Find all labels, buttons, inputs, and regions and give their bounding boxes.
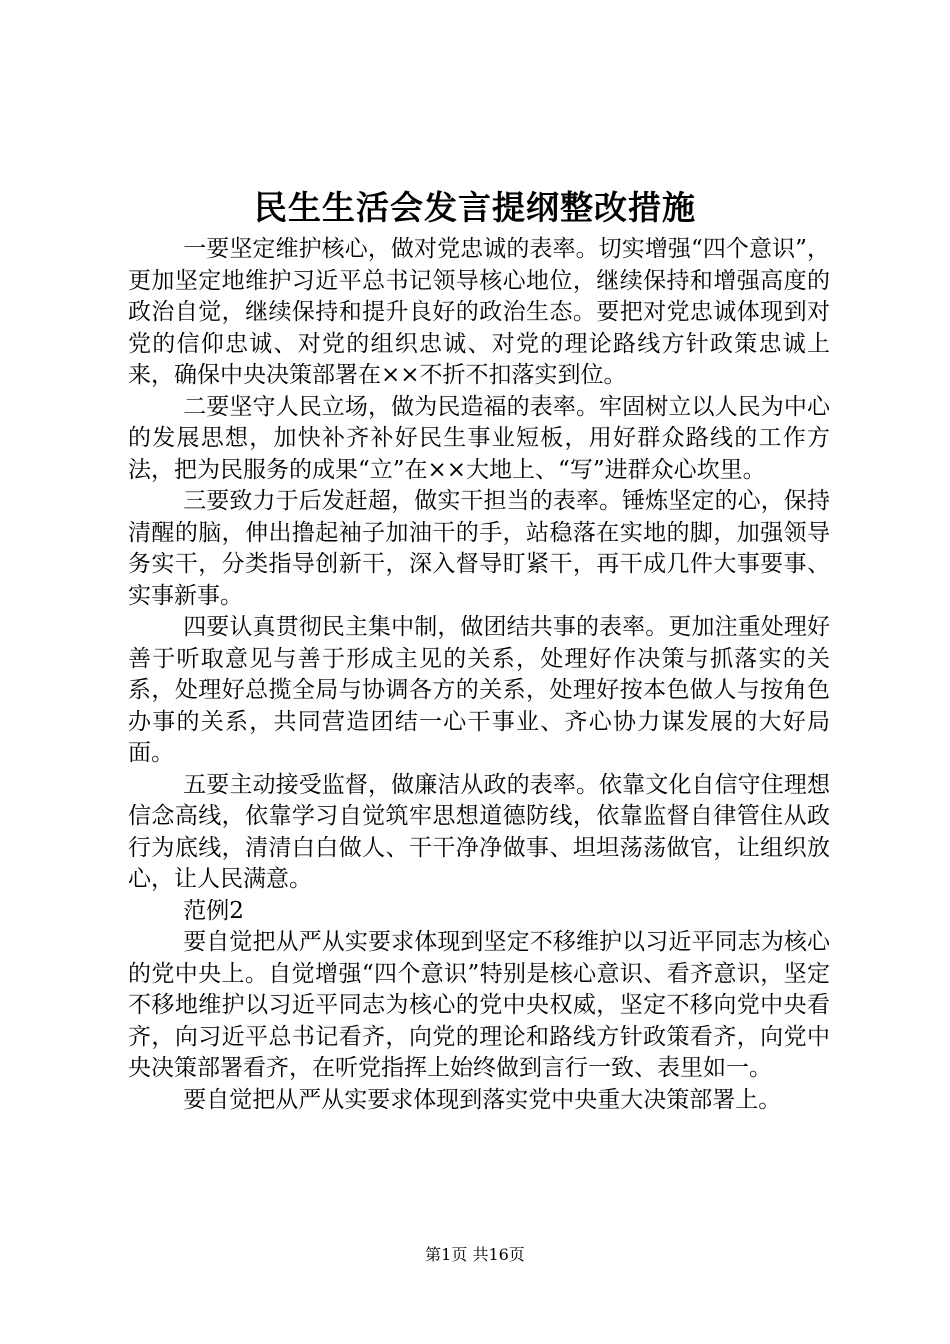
paragraph-1: 一要坚定维护核心，做对党忠诚的表率。切实增强“四个意识”，更加坚定地维护习近平总书记领导核心地位，继续保持和增强高度的政治自觉，继续保持和提升良好的政治生态。要把对党忠诚体现到对党的信仰忠诚、对党的组织忠诚、对党的理论路线方针政策忠诚上来，确保中央决策部署在××不折不扣落实到位。 (128, 236, 830, 388)
section-label: 范例2 (183, 897, 244, 924)
paragraph-7: 要自觉把从严从实要求体现到落实党中央重大决策部署上。 (183, 1086, 782, 1113)
paragraph-3: 三要致力于后发赶超，做实干担当的表率。锤炼坚定的心，保持清醒的脑，伸出撸起袖子加油干的手，站稳落在实地的脚，加强领导务实干，分类指导创新干，深入督导盯紧干，再干成几件大事要事、实事新事。 (128, 488, 830, 609)
paragraph-5: 五要主动接受监督，做廉洁从政的表率。依靠文化自信守住理想信念高线，依靠学习自觉筑牢思想道德防线，依靠监督自律管住从政行为底线，清清白白做人、干干净净做事、坦坦荡荡做官，让组织放心，让人民满意。 (128, 771, 830, 892)
paragraph-2: 二要坚守人民立场，做为民造福的表率。牢固树立以人民为中心的发展思想，加快补齐补好民生事业短板，用好群众路线的工作方法，把为民服务的成果“立”在××大地上、“写”进群众心坎里。 (128, 393, 830, 483)
paragraph-4: 四要认真贯彻民主集中制，做团结共事的表率。更加注重处理好善于听取意见与善于形成主见的关系，处理好作决策与抓落实的关系，处理好总揽全局与协调各方的关系，处理好按本色做人与按角色办事的关系，共同营造团结一心干事业、齐心协力谋发展的大好局面。 (128, 614, 830, 766)
page-footer: 第1页 共16页 (425, 1245, 525, 1264)
paragraph-6: 要自觉把从严从实要求体现到坚定不移维护以习近平同志为核心的党中央上。自觉增强“四个意识”特别是核心意识、看齐意识，坚定不移地维护以习近平同志为核心的党中央权威，坚定不移向党中央看齐，向习近平总书记看齐，向党的理论和路线方针政策看齐，向党中央决策部署看齐，在听党指挥上始终做到言行一致、表里如一。 (128, 929, 830, 1081)
document-title: 民生生活会发言提纲整改措施 (254, 188, 696, 227)
document-body (128, 234, 830, 1116)
